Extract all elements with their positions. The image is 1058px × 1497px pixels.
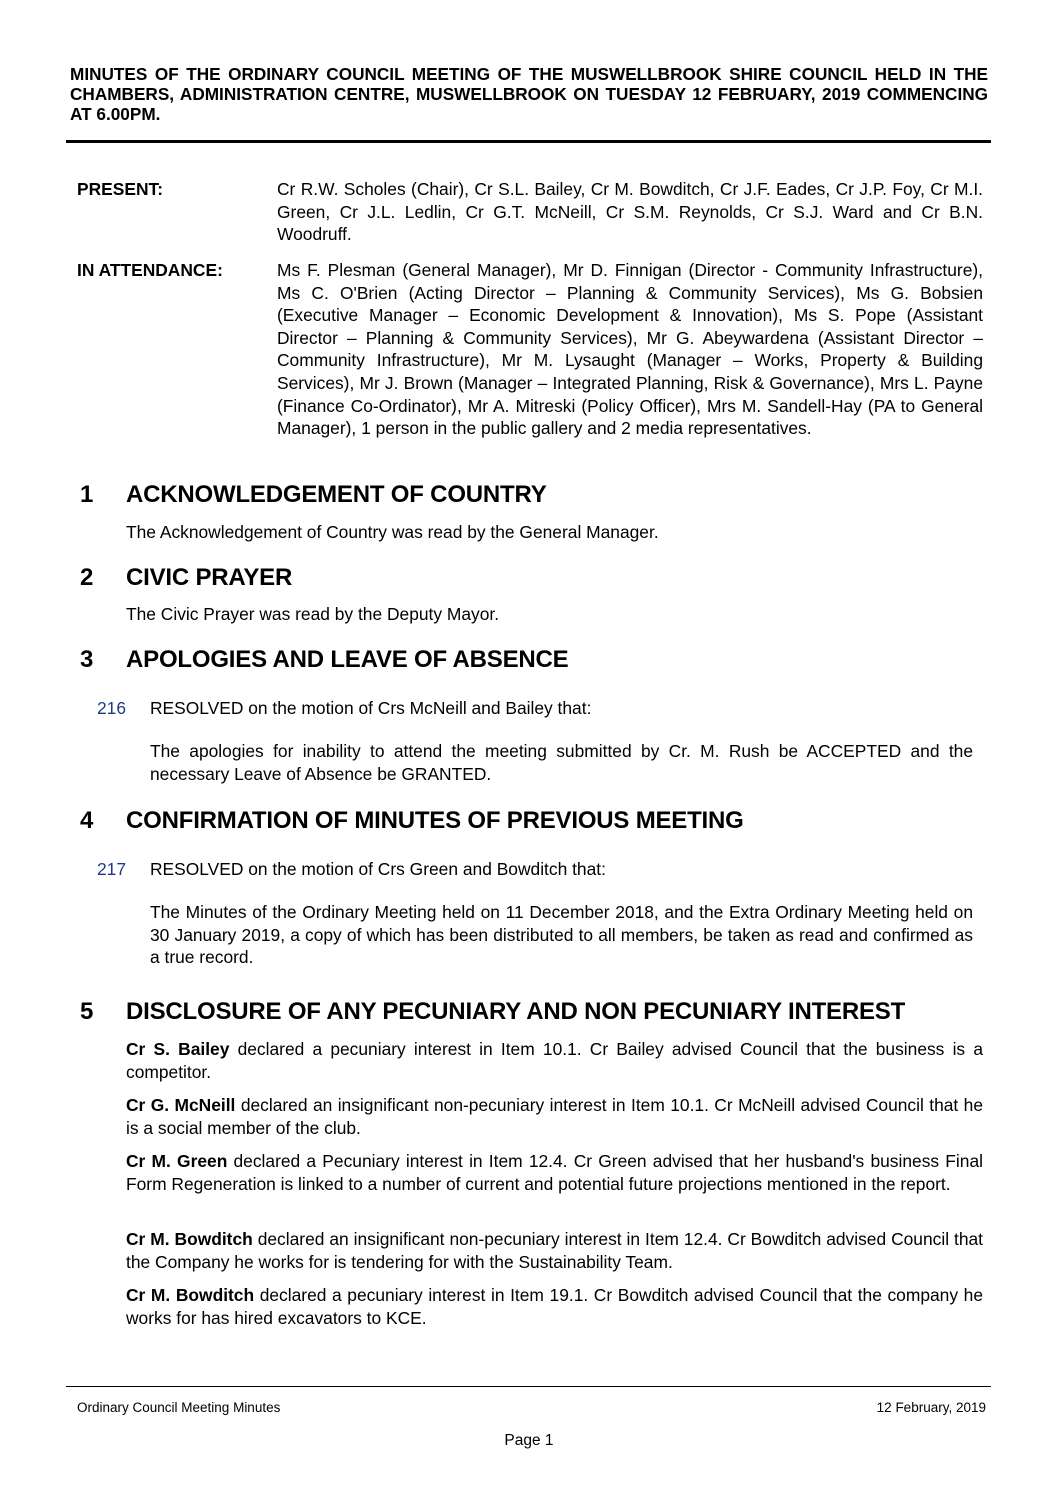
footer-divider xyxy=(66,1386,991,1387)
resolution-217-body: The Minutes of the Ordinary Meeting held on 11 December 2018, and the Extra Ordinary Meeting held on 30 January 2019, a copy of which has been distributed to all members, be taken as read and confirmed as a true record. xyxy=(150,902,973,968)
section-title: APOLOGIES AND LEAVE OF ABSENCE xyxy=(126,646,569,673)
attendance-row xyxy=(77,259,983,440)
document-title: MINUTES OF THE ORDINARY COUNCIL MEETING OF THE MUSWELLBROOK SHIRE COUNCIL HELD IN THE CHAMBERS, ADMINISTRATION CENTRE, MUSWELLBROOK ON TUESDAY 12 FEBRUARY, 2019 COMMENCING AT 6.00PM. xyxy=(70,64,988,124)
attendance-text: Ms F. Plesman (General Manager), Mr D. Finnigan (Director - Community Infrastructure), Ms C. O'Brien (Acting Director – Planning & Community Services), Ms G. Bobsien (Executive Manager – Economic Development & Innovation), Ms S. Pope (Assistant Director – Planning & Community Services), Mr G. Abeywardena (Assistant Director – Community Infrastructure), Mr M. Lysaught (Manager – Works, Property & Building Services), Mr J. Brown (Manager – Integrated Planning, Risk & Governance), Mrs L. Payne (Finance Co-Ordinator), Mr A. Mitreski (Policy Officer), Mrs M. Sandell-Hay (PA to General Manager), 1 person in the public gallery and 2 media representatives. xyxy=(277,260,983,439)
disclosure-item xyxy=(126,1284,983,1329)
section-number: 2 xyxy=(80,564,94,591)
resolution-number: 216 xyxy=(97,698,127,718)
section-title: ACKNOWLEDGEMENT OF COUNTRY xyxy=(126,481,547,508)
section-number: 4 xyxy=(80,807,94,834)
section-5-heading xyxy=(77,998,905,1026)
disclosure-text: declared a pecuniary interest in Item 19.1. Cr Bowditch advised Council that the company he works for has hired excavators to KCE. xyxy=(126,1285,983,1328)
section-2-heading xyxy=(77,564,292,592)
disclosure-item xyxy=(126,1038,983,1083)
page-number: Page 1 xyxy=(504,1432,554,1449)
resolution-216-body: The apologies for inability to attend the meeting submitted by Cr. M. Rush be ACCEPTED and the necessary Leave of Absence be GRANTED. xyxy=(150,741,973,784)
disclosure-text: declared a Pecuniary interest in Item 12.4. Cr Green advised that her husband's business Final Form Regeneration is linked to a number of current and potential future projections mentioned in the report. xyxy=(126,1151,983,1194)
resolution-text: RESOLVED on the motion of Crs McNeill and Bailey that: xyxy=(150,698,592,718)
disclosure-text: declared a pecuniary interest in Item 10.1. Cr Bailey advised Council that the business is a competitor. xyxy=(126,1039,983,1082)
section-number: 3 xyxy=(80,646,94,673)
section-3-heading xyxy=(77,646,569,674)
section-1-heading xyxy=(77,481,547,509)
section-2-text: The Civic Prayer was read by the Deputy Mayor. xyxy=(126,604,500,624)
section-title: CONFIRMATION OF MINUTES OF PREVIOUS MEETING xyxy=(126,807,744,834)
section-4-heading xyxy=(77,807,744,835)
header-divider xyxy=(66,140,991,143)
councillor-name: Cr S. Bailey xyxy=(126,1039,230,1059)
resolution-text: RESOLVED on the motion of Crs Green and Bowditch that: xyxy=(150,859,606,879)
disclosure-item xyxy=(126,1094,983,1139)
present-row xyxy=(77,178,983,246)
section-number: 1 xyxy=(80,481,94,508)
councillor-name: Cr M. Bowditch xyxy=(126,1229,253,1249)
resolution-217 xyxy=(97,858,983,881)
councillor-name: Cr G. McNeill xyxy=(126,1095,236,1115)
attendance-label: IN ATTENDANCE: xyxy=(77,260,223,280)
section-1-text: The Acknowledgement of Country was read by the General Manager. xyxy=(126,522,659,542)
disclosure-item xyxy=(126,1228,983,1273)
section-title: CIVIC PRAYER xyxy=(126,564,293,591)
present-text: Cr R.W. Scholes (Chair), Cr S.L. Bailey, Cr M. Bowditch, Cr J.F. Eades, Cr J.P. Foy, Cr M.I. Green, Cr J.L. Ledlin, Cr G.T. McNeill, Cr S.M. Reynolds, Cr S.J. Ward and Cr B.N. Woodruff. xyxy=(277,179,983,245)
section-number: 5 xyxy=(80,998,94,1025)
footer-date: 12 February, 2019 xyxy=(876,1400,986,1415)
disclosure-item xyxy=(126,1150,983,1195)
footer-document-name: Ordinary Council Meeting Minutes xyxy=(77,1400,281,1415)
councillor-name: Cr M. Bowditch xyxy=(126,1285,255,1305)
resolution-216 xyxy=(97,697,983,720)
present-label: PRESENT: xyxy=(77,179,164,199)
section-title: DISCLOSURE OF ANY PECUNIARY AND NON PECUNIARY INTEREST xyxy=(126,998,906,1025)
disclosure-text: declared an insignificant non-pecuniary interest in Item 10.1. Cr McNeill advised Council that he is a social member of the club. xyxy=(126,1095,984,1138)
resolution-number: 217 xyxy=(97,859,127,879)
councillor-name: Cr M. Green xyxy=(126,1151,228,1171)
disclosure-text: declared an insignificant non-pecuniary interest in Item 12.4. Cr Bowditch advised Council that the Company he works for is tendering for with the Sustainability Team. xyxy=(126,1229,984,1272)
